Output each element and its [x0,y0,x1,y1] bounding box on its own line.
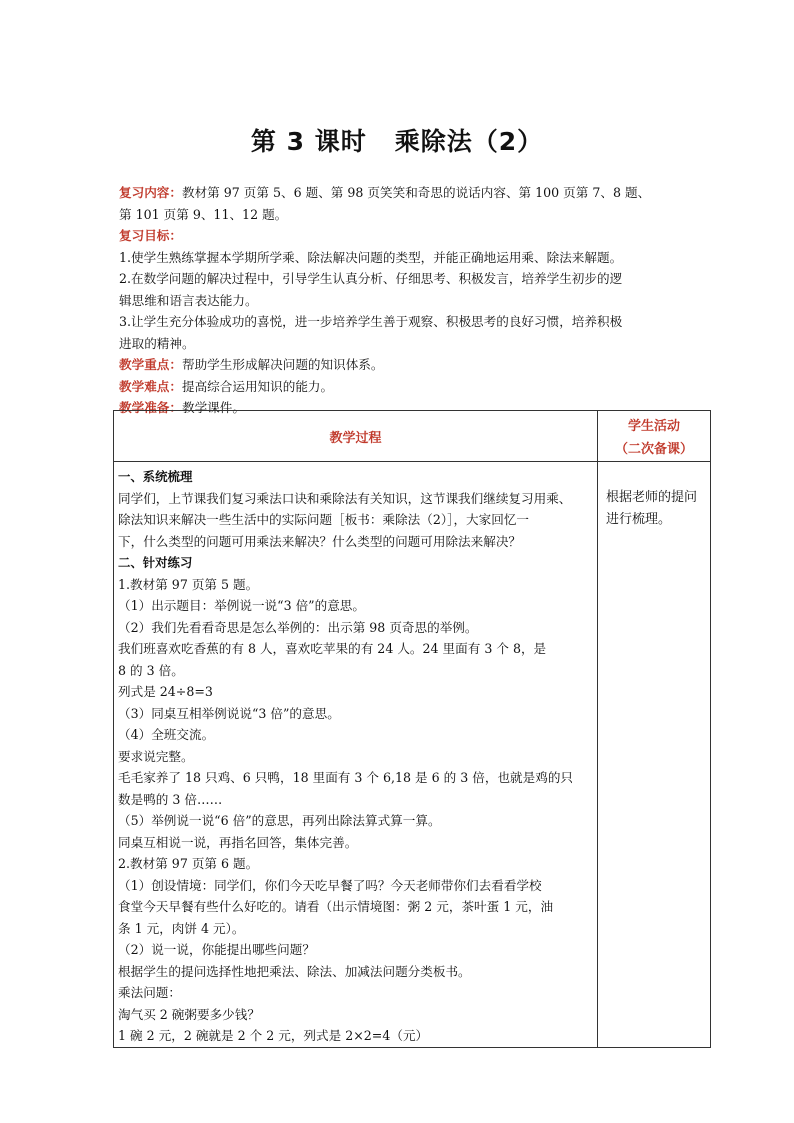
table-body-row [114,462,711,1048]
student-activity-cell [598,462,711,1048]
lesson-topic: 乘除法（2） [394,127,544,156]
lesson-intro [119,182,709,419]
process-line: 列式是 24÷8=3 [118,684,213,699]
goal-2-cont: 辑思维和语言表达能力。 [119,292,258,308]
teaching-preparation: 教学准备：教学课件。 [119,400,245,415]
section-heading: 二、针对练习 [118,555,193,570]
review-content: 复习内容：教材第 97 页第 5、6 题、第 98 页笑笑和奇思的说话内容、第 100 页第 7、8 题、 [119,185,651,200]
student-activity-text: 根据老师的提问进行梳理。 [606,490,698,527]
process-line: （5）举例说一说“6 倍”的意思，再列出除法算式算一算。 [118,813,441,828]
process-line: （1）出示题目：举例说一说“3 倍”的意思。 [118,598,365,613]
process-line: 1 碗 2 元，2 碗就是 2 个 2 元，列式是 2×2=4（元） [118,1028,429,1043]
teaching-difficulty: 教学难点：提高综合运用知识的能力。 [119,378,334,394]
process-line: （2）说一说，你能提出哪些问题？ [118,942,315,957]
process-line: 同桌互相说一说，再指名回答，集体完善。 [118,834,358,850]
process-line: 条 1 元，肉饼 4 元）。 [118,920,245,936]
lesson-plan-table [113,410,711,1048]
process-line: 2.教材第 97 页第 6 题。 [118,856,259,871]
goal-2: 2.在数学问题的解决过程中，引导学生认真分析、仔细思考、积极发言，培养学生初步的逻 [119,271,623,286]
header-teaching-process: 教学过程 [114,411,598,462]
process-line: 下，什么类型的问题可用乘法来解决？什么类型的问题可用除法来解决？ [118,533,521,549]
review-content-label: 复习内容： [119,185,182,200]
process-line: 根据学生的提问选择性地把乘法、除法、加减法问题分类板书。 [118,963,471,979]
process-line: 同学们，上节课我们复习乘法口诀和乘除法有关知识，这节课我们继续复习用乘、 [118,490,572,506]
process-line: 8 的 3 倍。 [118,662,184,678]
process-line: 乘法问题： [118,985,181,1000]
goal-3-cont: 进取的精神。 [119,335,195,351]
review-content-cont: 第 101 页第 9、11、12 题。 [119,206,288,222]
process-line: 1.教材第 97 页第 5 题。 [118,576,259,592]
process-line: （3）同桌互相举例说说“3 倍”的意思。 [118,705,340,721]
process-line: 要求说完整。 [118,748,194,764]
process-line: （1）创设情境：同学们，你们今天吃早餐了吗？今天老师带你们去看看学校 [118,877,542,893]
process-line: 毛毛家养了 18 只鸡、6 只鸭，18 里面有 3 个 6,18 是 6 的 3 倍，也就是鸡的只 [118,770,574,785]
process-line: 数是鸭的 3 倍…… [118,791,223,807]
page-title [0,122,794,158]
teaching-focus: 教学重点：帮助学生形成解决问题的知识体系。 [119,357,384,372]
process-line: （4）全班交流。 [118,727,215,742]
section-heading: 一、系统梳理 [118,469,193,484]
goal-3: 3.让学生充分体验成功的喜悦，进一步培养学生善于观察、积极思考的良好习惯，培养积极 [119,314,623,329]
goal-1: 1.使学生熟练掌握本学期所学乘、除法解决问题的类型，并能正确地运用乘、除法来解题。 [119,249,623,265]
process-line: （2）我们先看看奇思是怎么举例的：出示第 98 页奇思的举例。 [118,619,478,635]
header-student-activity: 学生活动 （二次备课） [598,411,711,462]
review-goals-label: 复习目标： [119,228,182,243]
table-header-row [114,411,711,462]
teaching-process-cell [114,462,598,1048]
process-line: 我们班喜欢吃香蕉的有 8 人，喜欢吃苹果的有 24 人。24 里面有 3 个 8，是 [118,641,547,656]
process-line: 除法知识来解决一些生活中的实际问题［板书：乘除法（2）］，大家回忆一 [118,512,530,527]
process-line: 食堂今天早餐有些什么好吃的。请看（出示情境图：粥 2 元，茶叶蛋 1 元，油 [118,899,554,914]
process-line: 淘气买 2 碗粥要多少钱？ [118,1006,260,1022]
lesson-number: 第 3 课时 [250,127,367,156]
